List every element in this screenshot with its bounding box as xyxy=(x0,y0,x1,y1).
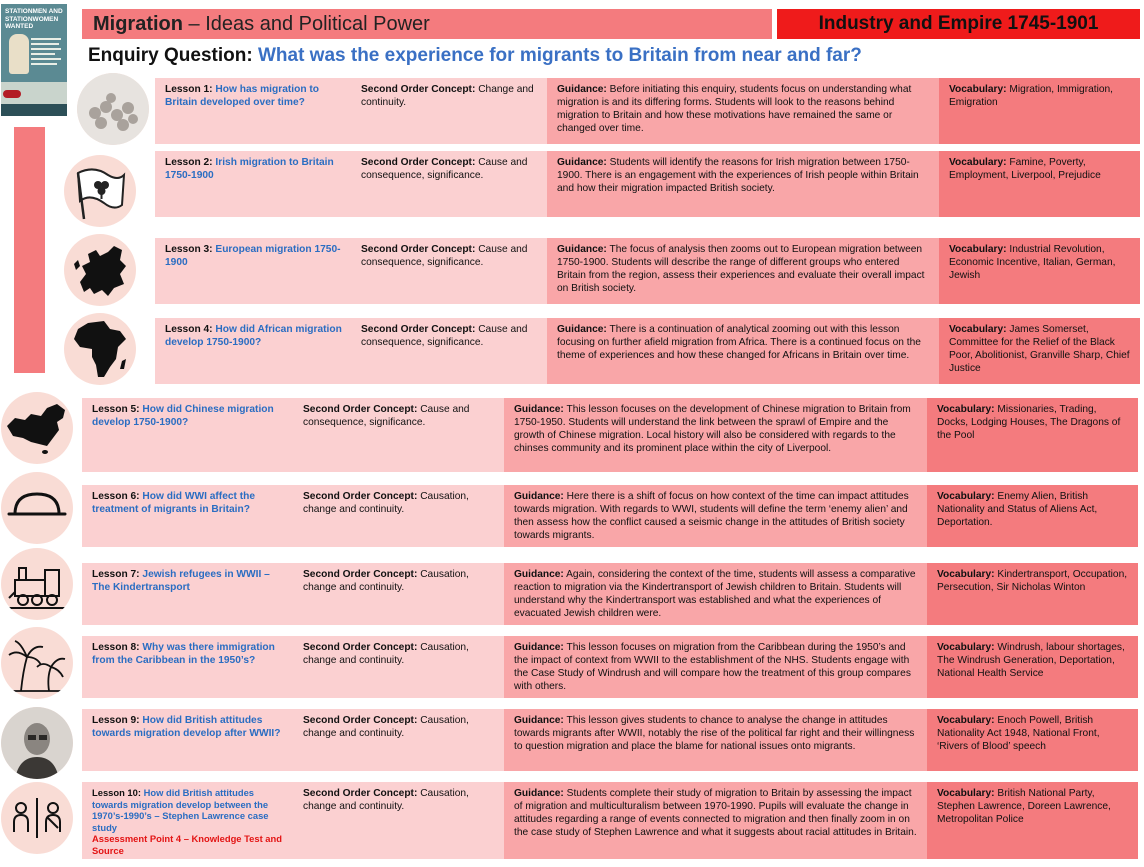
vocabulary-text: Famine, Poverty, Employment, Liverpool, Prejudice xyxy=(949,157,1101,181)
vocabulary-cell: Vocabulary: Enoch Powell, British Nationality Act 1948, National Front, ‘Rivers of Blood’ speech xyxy=(927,709,1138,771)
page-title xyxy=(82,9,772,39)
guidance-cell: Guidance: Students complete their study of migration to Britain by assessing the impact of migration and multiculturalism between 1970-1990. Pupils will evaluate the change in attitudes regarding a range of events connected to migration and then finally zoom in on the case study of Stephen Lawrence and what it suggests about racial attitudes in Britain. xyxy=(504,782,927,859)
soldier-helmet-icon xyxy=(1,472,73,544)
recruitment-poster-image xyxy=(1,4,67,116)
vocabulary-cell: Vocabulary: Famine, Poverty, Employment, Liverpool, Prejudice xyxy=(939,151,1140,217)
lesson-question: Irish migration to Britain 1750-1900 xyxy=(165,157,334,181)
lesson-row-4 xyxy=(155,318,1140,384)
vocabulary-text: Migration, Immigration, Emigration xyxy=(949,84,1114,108)
concept-text: Cause and consequence, significance. xyxy=(361,244,528,268)
lesson-question: How did WWI affect the treatment of migrants in Britain? xyxy=(92,491,256,515)
guidance-text: The focus of analysis then zooms out to European migration between 1750-1900. Students will describe the range of different groups who entered Britain from the region, assess their experiences and evaluate their overall impact on British society. xyxy=(557,244,925,294)
lesson-question: How did British attitudes towards migration develop after WWII? xyxy=(92,715,281,739)
concept-text: Causation, change and continuity. xyxy=(303,715,469,739)
china-map-icon xyxy=(1,392,73,464)
people-divider-icon xyxy=(1,782,73,854)
guidance-text: Students will identify the reasons for Irish migration between 1750-1900. There is an engagement with the experiences of Irish people within Britain and how their migration impacted British society. xyxy=(557,157,919,194)
concept-cell: Second Order Concept: Cause and consequence, significance. xyxy=(351,151,547,217)
lesson-question: How did Chinese migration develop 1750-1900? xyxy=(92,404,274,428)
vocabulary-cell: Vocabulary: James Somerset, Committee for the Relief of the Black Poor, Abolitionist, Granville Sharp, Chief Justice xyxy=(939,318,1140,384)
enquiry-question xyxy=(88,44,862,68)
unit-title: Industry and Empire 1745-1901 xyxy=(777,9,1140,39)
title-subtitle: – Ideas and Political Power xyxy=(183,13,430,35)
lesson-row-2 xyxy=(155,151,1140,217)
palm-trees-icon xyxy=(1,627,73,699)
vocabulary-text: Enemy Alien, British Nationality and Status of Aliens Act, Deportation. xyxy=(937,491,1098,528)
lesson-row-3 xyxy=(155,238,1140,304)
europe-map-icon xyxy=(64,234,136,306)
lesson-row-1 xyxy=(155,78,1140,144)
concept-cell: Second Order Concept: Change and continuity. xyxy=(351,78,547,144)
guidance-cell: Guidance: This lesson gives students to chance to analyse the change in attitudes towards migrants after WWII, notably the rise of the political far right and their willingness to question migration and place the blame for national issues onto migrants. xyxy=(504,709,927,771)
concept-cell: Second Order Concept: Causation, change and continuity. xyxy=(293,782,504,859)
guidance-text: Before initiating this enquiry, students focus on understanding what migration is and its differing forms. Students will look to the reasons behind migration to Britain and how these motivations have remained the same or changed over time. xyxy=(557,84,912,134)
vocabulary-text: Enoch Powell, British Nationality Act 1948, National Front, ‘Rivers of Blood’ speech xyxy=(937,715,1100,752)
vocabulary-text: British National Party, Stephen Lawrence, Doreen Lawrence, Metropolitan Police xyxy=(937,788,1111,825)
assessment-note: Assessment Point 4 – Knowledge Test and Source xyxy=(92,833,282,856)
lesson-question: Jewish refugees in WWII – The Kindertransport xyxy=(92,569,270,593)
train-icon xyxy=(1,548,73,620)
guidance-text: This lesson focuses on the development of Chinese migration to Britain from 1750-1950. Students will understand the link between the sprawl of Empire and the growth of Chinese migration. Local history will also be considered with regards to the chinses community and its prominent place within the city of Liverpool. xyxy=(514,404,911,454)
vocabulary-cell: Vocabulary: Industrial Revolution, Economic Incentive, Italian, German, Jewish xyxy=(939,238,1140,304)
concept-cell: Second Order Concept: Causation, change and continuity. xyxy=(293,636,504,698)
lesson-row-5 xyxy=(82,398,1138,472)
pointing-hand-icon xyxy=(9,34,29,74)
crowd-photo-icon xyxy=(77,73,149,145)
title-topic: Migration xyxy=(93,13,183,35)
concept-text: Cause and consequence, significance. xyxy=(303,404,470,428)
lesson-title-cell: Lesson 2: Irish migration to Britain 1750-1900 xyxy=(155,151,351,217)
enquiry-text: What was the experience for migrants to Britain from near and far? xyxy=(257,45,862,66)
lesson-title-cell: Lesson 10: How did British attitudes towards migration develop between the 1970’s-1990’s – Stephen Lawrence case study Assessment Point 4 – Knowledge Test and Source xyxy=(82,782,293,859)
concept-cell: Second Order Concept: Causation, change and continuity. xyxy=(293,709,504,771)
vocabulary-text: Windrush, labour shortages, The Windrush Generation, Deportation, National Health Service xyxy=(937,642,1125,679)
concept-text: Change and continuity. xyxy=(361,84,534,108)
guidance-text: There is a continuation of analytical zooming out with this lesson focusing on further afield migration from Africa. There is a continued focus on the theme of experiences and how these changed for Africans in Britain over time. xyxy=(557,324,921,361)
lesson-title-cell: Lesson 7: Jewish refugees in WWII – The Kindertransport xyxy=(82,563,293,625)
decorative-side-bar xyxy=(14,127,45,373)
concept-text: Cause and consequence, significance. xyxy=(361,324,528,348)
vocabulary-cell: Vocabulary: Missionaries, Trading, Docks, Lodging Houses, The Dragons of the Pool xyxy=(927,398,1138,472)
lesson-row-7 xyxy=(82,563,1138,625)
vocabulary-text: James Somerset, Committee for the Relief of the Black Poor, Abolitionist, Granville Sharp, Chief Justice xyxy=(949,324,1130,374)
vocabulary-cell: Vocabulary: Kindertransport, Occupation, Persecution, Sir Nicholas Winton xyxy=(927,563,1138,625)
lesson-row-10 xyxy=(82,782,1138,859)
concept-text: Cause and consequence, significance. xyxy=(361,157,528,181)
lesson-row-6 xyxy=(82,485,1138,547)
guidance-text: Students complete their study of migration to Britain by assessing the impact of migration and multiculturalism between 1970-1990. Pupils will evaluate the change in attitudes regarding a range of events connected to migration and then finally zoom in on the case study of Stephen Lawrence and what it suggests about racial attitudes in Britain. xyxy=(514,788,917,838)
poster-title: STATIONMEN AND STATIONWOMEN WANTED xyxy=(5,8,63,30)
guidance-cell: Guidance: The focus of analysis then zooms out to European migration between 1750-1900. Students will describe the range of different groups who entered Britain from the region, assess their experiences and evaluate their overall impact on British society. xyxy=(547,238,939,304)
guidance-text: This lesson gives students to chance to analyse the change in attitudes towards migrants after WWII, notably the rise of the political far right and their willingness to question migration and place the blame for national issues onto migrants. xyxy=(514,715,915,752)
guidance-cell: Guidance: Again, considering the context of the time, students will assess a comparative reaction to migration via the Kindertransport of Jewish children to Britain. Students will understand why the Kindertransport was established and what the experiences of evacuated Jewish children were. xyxy=(504,563,927,625)
london-transport-roundel-icon xyxy=(3,90,21,98)
vocabulary-text: Industrial Revolution, Economic Incentive, Italian, German, Jewish xyxy=(949,244,1116,281)
lesson-question: How has migration to Britain developed over time? xyxy=(165,84,319,108)
concept-cell: Second Order Concept: Cause and consequence, significance. xyxy=(351,318,547,384)
guidance-cell: Guidance: Here there is a shift of focus on how context of the time can impact attitudes towards migration. With regards to WWI, students will define the term ‘enemy alien’ and then assess how the conflict caused a seismic change in the attitudes of British society towards migrants. xyxy=(504,485,927,547)
portrait-photo-icon xyxy=(1,707,73,779)
poster-small-print xyxy=(31,36,63,73)
lesson-question: Why was there immigration from the Caribbean in the 1950’s? xyxy=(92,642,275,666)
lesson-title-cell: Lesson 8: Why was there immigration from the Caribbean in the 1950’s? xyxy=(82,636,293,698)
vocabulary-cell: Vocabulary: Migration, Immigration, Emigration xyxy=(939,78,1140,144)
concept-text: Causation, change and continuity. xyxy=(303,491,469,515)
guidance-text: Here there is a shift of focus on how context of the time can impact attitudes towards migration. With regards to WWI, students will define the term ‘enemy alien’ and then assess how the conflict caused a seismic change in the attitudes of British society towards migrants. xyxy=(514,491,909,541)
vocabulary-cell: Vocabulary: Enemy Alien, British Nationality and Status of Aliens Act, Deportation. xyxy=(927,485,1138,547)
guidance-text: Again, considering the context of the time, students will assess a comparative reaction to migration via the Kindertransport of Jewish children to Britain. Students will understand why the Kindertransport was established and what the experiences of evacuated Jewish children were. xyxy=(514,569,916,619)
lesson-title-cell: Lesson 1: How has migration to Britain developed over time? xyxy=(155,78,351,144)
lesson-title-cell: Lesson 6: How did WWI affect the treatment of migrants in Britain? xyxy=(82,485,293,547)
shamrock-flag-icon xyxy=(64,155,136,227)
concept-text: Causation, change and continuity. xyxy=(303,569,469,593)
vocabulary-text: Kindertransport, Occupation, Persecution, Sir Nicholas Winton xyxy=(937,569,1128,593)
concept-cell: Second Order Concept: Cause and consequence, significance. xyxy=(293,398,504,472)
guidance-cell: Guidance: This lesson focuses on the development of Chinese migration to Britain from 1750-1950. Students will understand the link between the sprawl of Empire and the growth of Chinese migration. Local history will also be considered with regards to the chinses community and its prominent place within the city of Liverpool. xyxy=(504,398,927,472)
lesson-title-cell: Lesson 5: How did Chinese migration develop 1750-1900? xyxy=(82,398,293,472)
concept-cell: Second Order Concept: Causation, change and continuity. xyxy=(293,485,504,547)
lesson-question: How did British attitudes towards migration develop between the 1970’s-1990’s – Stephen Lawrence case study xyxy=(92,787,269,833)
concept-cell: Second Order Concept: Causation, change and continuity. xyxy=(293,563,504,625)
lesson-row-9 xyxy=(82,709,1138,771)
concept-text: Causation, change and continuity. xyxy=(303,642,469,666)
vocabulary-cell: Vocabulary: British National Party, Stephen Lawrence, Doreen Lawrence, Metropolitan Police xyxy=(927,782,1138,859)
lesson-title-cell: Lesson 4: How did African migration develop 1750-1900? xyxy=(155,318,351,384)
concept-text: Causation, change and continuity. xyxy=(303,788,469,812)
lesson-row-8 xyxy=(82,636,1138,698)
lesson-title-cell: Lesson 3: European migration 1750-1900 xyxy=(155,238,351,304)
guidance-cell: Guidance: Students will identify the reasons for Irish migration between 1750-1900. There is an engagement with the experiences of Irish people within Britain and how their migration impacted British society. xyxy=(547,151,939,217)
guidance-cell: Guidance: There is a continuation of analytical zooming out with this lesson focusing on further afield migration from Africa. There is a continued focus on the theme of experiences and how these changed for Africans in Britain over time. xyxy=(547,318,939,384)
vocabulary-text: Missionaries, Trading, Docks, Lodging Houses, The Dragons of the Pool xyxy=(937,404,1121,441)
guidance-cell: Guidance: This lesson focuses on migration from the Caribbean during the 1950’s and the impact of context from WWII to the establishment of the NHS. Students engage with the Case Study of Windrush and will compare how the treatment of this group compares with others. xyxy=(504,636,927,698)
lesson-question: European migration 1750-1900 xyxy=(165,244,341,268)
guidance-cell: Guidance: Before initiating this enquiry, students focus on understanding what migration is and its differing forms. Students will look to the reasons behind migration to Britain and how these motivations have remained the same or changed over time. xyxy=(547,78,939,144)
guidance-text: This lesson focuses on migration from the Caribbean during the 1950’s and the impact of context from WWII to the establishment of the NHS. Students engage with the Case Study of Windrush and will compare how the treatment of this group compares with others. xyxy=(514,642,911,692)
lesson-title-cell: Lesson 9: How did British attitudes towards migration develop after WWII? xyxy=(82,709,293,771)
concept-cell: Second Order Concept: Cause and consequence, significance. xyxy=(351,238,547,304)
africa-map-icon xyxy=(64,313,136,385)
enquiry-label: Enquiry Question: xyxy=(88,45,253,66)
lesson-question: How did African migration develop 1750-1900? xyxy=(165,324,342,348)
vocabulary-cell: Vocabulary: Windrush, labour shortages, The Windrush Generation, Deportation, National Health Service xyxy=(927,636,1138,698)
